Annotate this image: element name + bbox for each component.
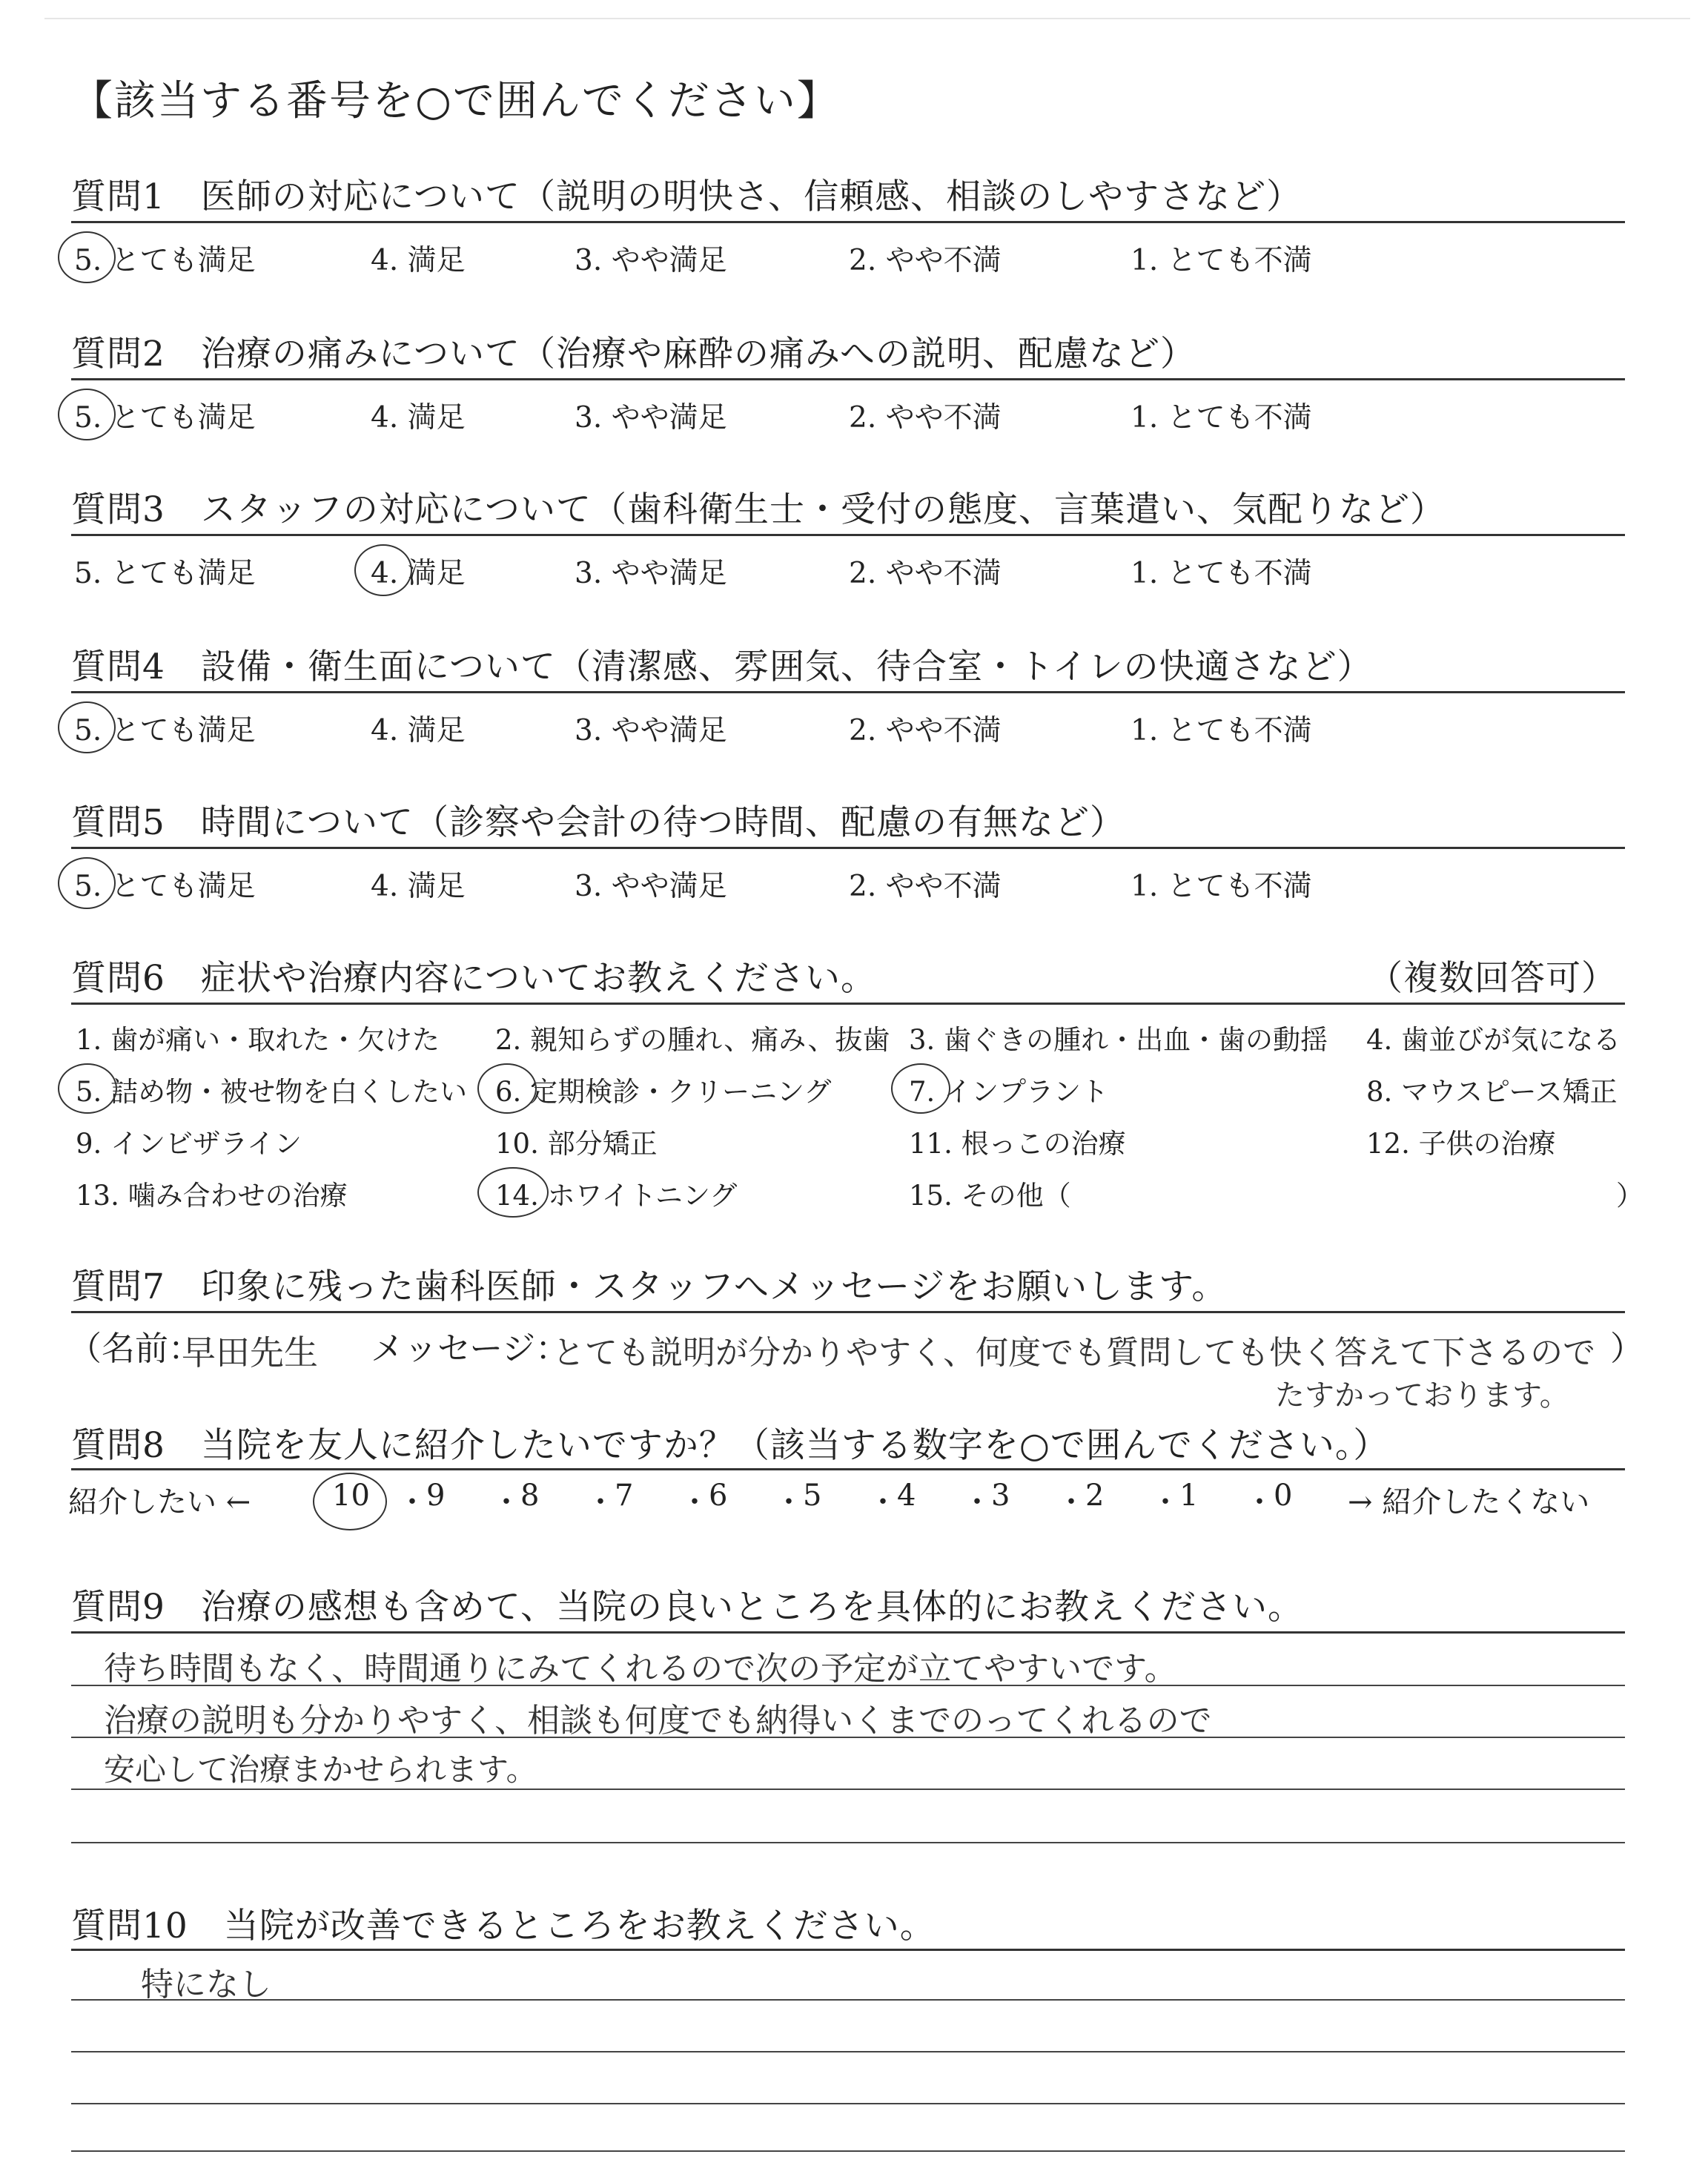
selection-circle	[477, 1063, 537, 1114]
rating-option: 1. とても不満	[1131, 401, 1312, 435]
rating-option: 4. 満足	[371, 870, 466, 903]
scale-number: 9	[426, 1479, 446, 1513]
scale-number: 2	[1085, 1479, 1105, 1513]
scale-number: 8	[520, 1479, 540, 1513]
closing-paren: ）	[1610, 1329, 1644, 1368]
question-rule	[71, 534, 1625, 536]
scale-dot: ・	[1245, 1485, 1274, 1519]
symptom-option: 5. 詰め物・被せ物を白くしたい	[76, 1076, 468, 1108]
question-title: 質問4 設備・衛生面について（清潔感、雰囲気、待合室・トイレの快適さなど）	[71, 647, 1373, 687]
scale-dot: ・	[680, 1485, 709, 1519]
question-title: 質問10 当院が改善できるところをお教えください。	[71, 1906, 936, 1946]
symptom-option: 4. 歯並びが気になる	[1366, 1024, 1621, 1056]
selection-circle	[891, 1063, 950, 1114]
scale-dot: ・	[586, 1485, 615, 1519]
scale-number: 10	[332, 1479, 370, 1513]
scale-dot: ・	[774, 1485, 804, 1519]
rating-option: 4. 満足	[371, 557, 466, 590]
page-header: 【該当する番号を○で囲んでください】	[71, 77, 840, 125]
scale-number: 6	[709, 1479, 728, 1513]
question-rule	[71, 1468, 1625, 1470]
symptom-option: 14. ホワイトニング	[495, 1180, 738, 1212]
rating-option: 3. やや満足	[575, 870, 727, 903]
selection-circle	[58, 857, 116, 909]
symptom-option: 1. 歯が痛い・取れた・欠けた	[76, 1024, 440, 1056]
scale-number: 4	[897, 1479, 916, 1513]
top-edge-line	[44, 18, 1690, 19]
question-rule	[71, 1631, 1625, 1634]
scale-number: 3	[991, 1479, 1010, 1513]
answer-line	[71, 2103, 1625, 2104]
answer-line	[71, 1842, 1625, 1843]
rating-option: 1. とても不満	[1131, 714, 1312, 747]
rating-option: 2. やや不満	[849, 244, 1002, 277]
answer-line	[71, 1999, 1625, 2001]
symptom-option: 7. インプラント	[909, 1076, 1109, 1108]
question-rule	[71, 1949, 1625, 1951]
scale-number: 0	[1274, 1479, 1293, 1513]
symptom-option: 9. インビザライン	[76, 1128, 302, 1160]
rating-option: 4. 満足	[371, 244, 466, 277]
symptom-option: ）	[1616, 1180, 1644, 1212]
rating-option: 2. やや不満	[849, 557, 1002, 590]
question-title: 質問2 治療の痛みについて（治療や麻酔の痛みへの説明、配慮など）	[71, 334, 1196, 374]
symptom-option: 10. 部分矯正	[495, 1128, 658, 1160]
scale-number: 1	[1179, 1479, 1199, 1513]
answer-line	[71, 2051, 1625, 2052]
rating-option: 1. とても不満	[1131, 244, 1312, 277]
question-title: 質問7 印象に残った歯科医師・スタッフへメッセージをお願いします。	[71, 1266, 1228, 1307]
handwritten-message-line-2: たすかっております。	[1275, 1378, 1569, 1413]
symptom-option: 6. 定期検診・クリーニング	[495, 1076, 832, 1108]
answer-line	[71, 2150, 1625, 2152]
selection-circle	[477, 1167, 549, 1218]
scale-number: 7	[615, 1479, 634, 1513]
name-label: （名前：	[68, 1329, 202, 1368]
selection-circle	[354, 544, 412, 596]
handwritten-answer-line: 安心して治療まかせられます。	[104, 1751, 537, 1788]
message-label: メッセージ：	[371, 1329, 569, 1368]
question-rule	[71, 1003, 1625, 1005]
rating-option: 4. 満足	[371, 714, 466, 747]
scale-dot: ・	[1151, 1485, 1180, 1519]
scale-dot: ・	[491, 1485, 521, 1519]
recommend-right-label: → 紹介したくない	[1348, 1485, 1590, 1519]
question-rule	[71, 378, 1625, 380]
question-rule	[71, 221, 1625, 223]
symptom-option: 15. その他（	[909, 1180, 1071, 1212]
scale-dot: ・	[868, 1485, 898, 1519]
rating-option: 2. やや不満	[849, 714, 1002, 747]
question-title: 質問8 当院を友人に紹介したいですか？（該当する数字を○で囲んでください。）	[71, 1425, 1389, 1466]
question-rule	[71, 847, 1625, 849]
rating-option: 5. とても満足	[74, 870, 256, 903]
handwritten-answer: 特になし	[141, 1966, 271, 2004]
rating-option: 3. やや満足	[575, 401, 727, 435]
scale-dot: ・	[397, 1485, 427, 1519]
symptom-option: 3. 歯ぐきの腫れ・出血・歯の動揺	[909, 1024, 1328, 1056]
scale-number: 5	[803, 1479, 822, 1513]
rating-option: 3. やや満足	[575, 714, 727, 747]
selection-circle	[58, 701, 116, 753]
rating-option: 4. 満足	[371, 401, 466, 435]
selection-circle	[58, 389, 116, 440]
question-title: 質問9 治療の感想も含めて、当院の良いところを具体的にお教えください。	[71, 1587, 1303, 1628]
question-title: 質問1 医師の対応について（説明の明快さ、信頼感、相談のしやすさなど）	[71, 176, 1302, 217]
handwritten-answer-line: 治療の説明も分かりやすく、相談も何度でも納得いくまでのってくれるので	[104, 1702, 1212, 1740]
multiple-answer-note: （複数回答可）	[1368, 958, 1617, 999]
rating-option: 2. やや不満	[849, 870, 1002, 903]
question-rule	[71, 1311, 1625, 1313]
handwritten-message-line-1: とても説明が分かりやすく、何度でも質問しても快く答えて下さるので	[552, 1334, 1596, 1372]
rating-option: 5. とても満足	[74, 401, 256, 435]
recommend-left-label: 紹介したい ←	[68, 1485, 251, 1519]
symptom-option: 12. 子供の治療	[1366, 1128, 1556, 1160]
selection-circle	[313, 1473, 387, 1530]
rating-option: 2. やや不満	[849, 401, 1002, 435]
rating-option: 5. とても満足	[74, 557, 256, 590]
symptom-option: 11. 根っこの治療	[909, 1128, 1126, 1160]
question-rule	[71, 691, 1625, 693]
rating-option: 5. とても満足	[74, 714, 256, 747]
rating-option: 3. やや満足	[575, 244, 727, 277]
handwritten-name: 早田先生	[182, 1332, 318, 1373]
rating-option: 1. とても不満	[1131, 557, 1312, 590]
scale-dot: ・	[962, 1485, 992, 1519]
question-title: 質問5 時間について（診察や会計の待つ時間、配慮の有無など）	[71, 802, 1125, 843]
question-title: 質問6 症状や治療内容についてお教えください。	[71, 958, 876, 999]
rating-option: 3. やや満足	[575, 557, 727, 590]
rating-option: 1. とても不満	[1131, 870, 1312, 903]
handwritten-answer-line: 待ち時間もなく、時間通りにみてくれるので次の予定が立てやすいです。	[104, 1650, 1177, 1688]
question-title: 質問3 スタッフの対応について（歯科衛生士・受付の態度、言葉遣い、気配りなど）	[71, 489, 1446, 530]
selection-circle	[58, 1063, 117, 1114]
symptom-option: 2. 親知らずの腫れ、痛み、抜歯	[495, 1024, 890, 1056]
rating-option: 5. とても満足	[74, 244, 256, 277]
symptom-option: 8. マウスピース矯正	[1366, 1076, 1618, 1108]
selection-circle	[58, 231, 116, 283]
symptom-option: 13. 噛み合わせの治療	[76, 1180, 348, 1212]
scale-dot: ・	[1056, 1485, 1086, 1519]
